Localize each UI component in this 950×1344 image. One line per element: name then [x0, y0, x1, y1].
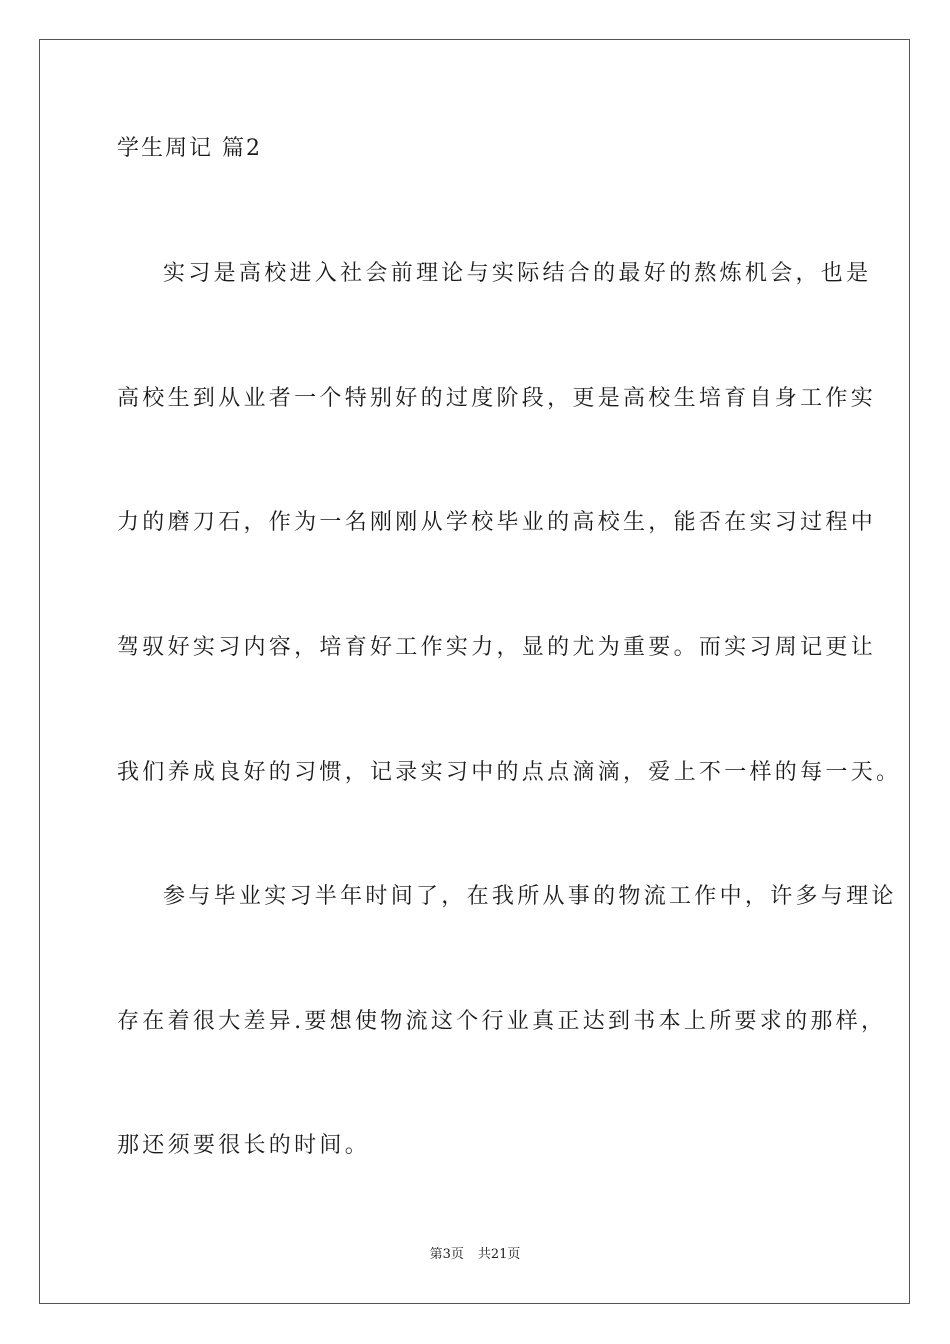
- page-footer: [0, 1246, 950, 1264]
- paragraph-line: 我们养成良好的习惯，记录实习中的点点滴滴，爱上不一样的每一天。: [117, 760, 902, 785]
- page-border: [39, 39, 910, 1304]
- page-total: 共21页: [477, 1247, 521, 1262]
- paragraph-line: 驾驭好实习内容，培育好工作实力，显的尤为重要。而实习周记更让: [117, 635, 877, 660]
- paragraph-line: 力的磨刀石，作为一名刚刚从学校毕业的高校生，能否在实习过程中: [117, 510, 877, 535]
- page-number: 第3页: [429, 1247, 464, 1262]
- paragraph-line: 高校生到从业者一个特别好的过度阶段，更是高校生培育自身工作实: [117, 386, 877, 411]
- document-title: 学生周记 篇2: [117, 136, 262, 161]
- paragraph-line: 实习是高校进入社会前理论与实际结合的最好的熬炼机会，也是: [163, 261, 872, 286]
- paragraph-line: 存在着很大差异.要想使物流这个行业真正达到书本上所要求的那样，: [117, 1009, 887, 1034]
- paragraph-line: 参与毕业实习半年时间了，在我所从事的物流工作中，许多与理论: [163, 884, 897, 909]
- paragraph-line: 那还须要很长的时间。: [117, 1133, 371, 1158]
